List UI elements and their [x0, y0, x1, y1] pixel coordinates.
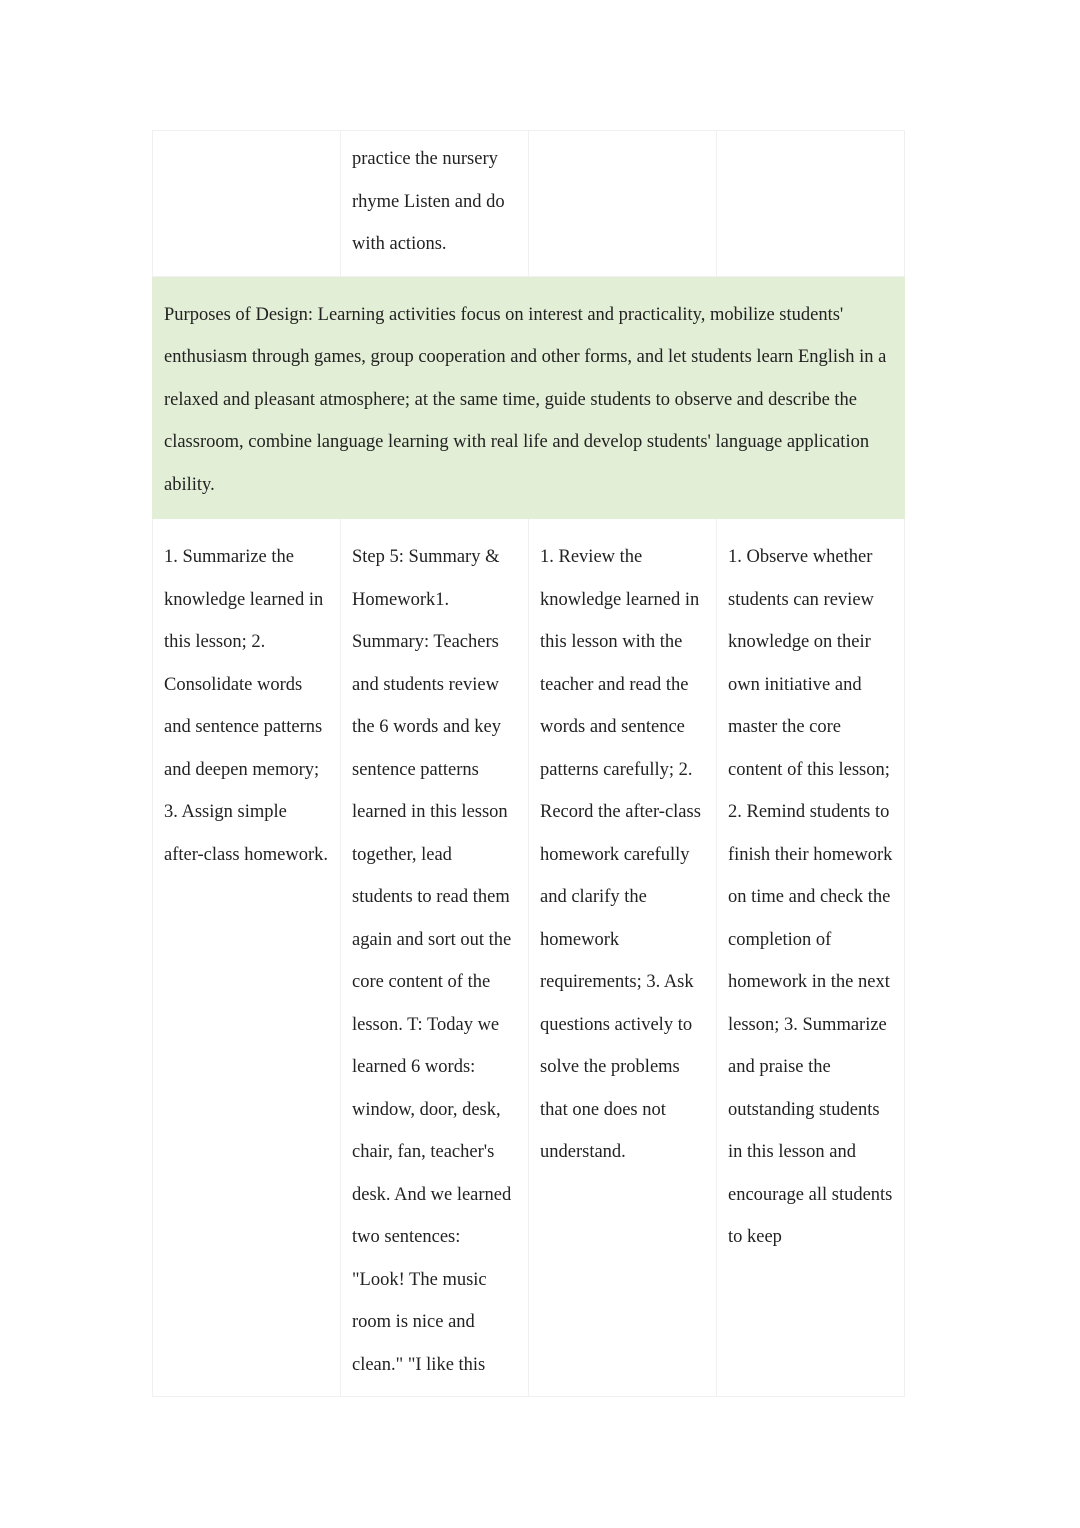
teacher-activity-cell: [341, 519, 529, 1397]
purpose-of-design-cell: [153, 276, 905, 519]
table-row-top: [153, 131, 905, 277]
objectives-cell: [153, 519, 341, 1397]
purpose-of-design-text: Purposes of Design: Learning activities focus on interest and practicality, mobilize students' enthusiasm through games, group cooperation and other forms, and let students learn English in a relaxed and pleasant atmosphere; at the same time, guide students to observe and describe the classroom, combine language learning with real life and develop students' language application ability.: [164, 304, 887, 495]
evaluation-text: 1. Observe whether students can review knowledge on their own initiative and master the core content of this lesson; 2. Remind students to finish their homework on time and check the completion of homework in the next lesson; 3. Summarize and praise the outstanding students in this lesson and encourage all students to keep: [728, 547, 893, 1247]
student-activity-cell: [529, 519, 717, 1397]
top-cell-4: [717, 131, 905, 277]
teacher-activity-text: Step 5: Summary & Homework1. Summary: Teachers and students review the 6 words and key sentence patterns learned in this lesson together, lead students to read them again and sort out the core content of the lesson. T: Today we learned 6 words: window, door, desk, chair, fan, teacher's desk. And we learned two sentences: "Look! The music room is nice and clean." "I like this: [352, 547, 512, 1375]
lesson-plan-table: [152, 130, 905, 1397]
table-row-purpose: [153, 276, 905, 519]
student-activity-text: 1. Review the knowledge learned in this lesson with the teacher and read the words and sentence patterns carefully; 2. Record the after-class homework carefully and clarify the homework requirements; 3. Ask questions actively to solve the problems that one does not understand.: [540, 547, 701, 1162]
table-row-step5: [153, 519, 905, 1397]
objectives-text: 1. Summarize the knowledge learned in this lesson; 2. Consolidate words and sentence patterns and deepen memory; 3. Assign simple after-class homework.: [164, 547, 329, 865]
evaluation-cell: [717, 519, 905, 1397]
top-cell-2: [341, 131, 529, 277]
top-cell-3: [529, 131, 717, 277]
top-cell-1: [153, 131, 341, 277]
top-cell-2-text: practice the nursery rhyme Listen and do with actions.: [352, 149, 505, 254]
